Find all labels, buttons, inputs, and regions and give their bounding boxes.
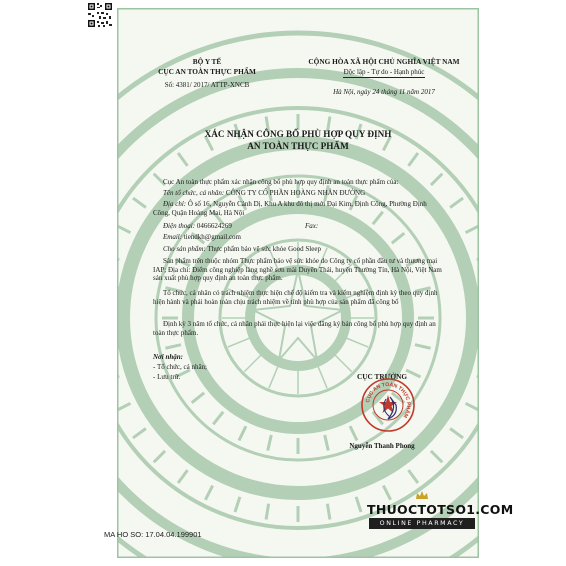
product-value: Thực phẩm bảo vệ sức khỏe Good Sleep: [207, 245, 321, 253]
official-stamp-icon: [360, 377, 416, 433]
intro-text: Cục An toàn thực phẩm xác nhận công bố phù hợp quy định an toàn thực phẩm của:: [163, 178, 399, 186]
product-row: [163, 245, 321, 254]
place-date: Hà Nội, ngày 24 tháng 11 năm 2017: [333, 88, 435, 96]
ministry-name: BỘ Y TẾ: [192, 57, 222, 66]
recipient-item: - Lưu trữ.: [153, 373, 181, 381]
qr-code-icon: [87, 2, 113, 28]
phone-value: 0466624269: [196, 222, 232, 230]
dossier-code: MA HO SO: 17.04.04.199901: [104, 530, 202, 539]
nation-title: CỘNG HÒA XÃ HỘI CHỦ NGHĨA VIỆT NAM: [308, 57, 460, 66]
signer-role: CỤC TRƯỞNG: [356, 372, 408, 381]
certificate-document: [117, 8, 514, 558]
document-number: Số: 4381/ 2017/ ATTP-XNCB: [164, 81, 250, 89]
recipient-item: - Tổ chức, cá nhân;: [153, 363, 208, 371]
motto-underline: [343, 77, 425, 78]
email-row: [163, 233, 241, 242]
org-label: Tên tổ chức, cá nhân:: [163, 189, 225, 197]
address-value: Ô số 16, Nguyễn Cảnh Dị, Khu A khu đô thị mới Đại Kim, Định Công, Phường Định Công, Quận Hoàng Mai, Hà Nội: [153, 200, 427, 217]
address-label: Địa chỉ:: [163, 200, 187, 208]
email-value: tiendkh@gmail.com: [183, 233, 241, 241]
paragraph-renewal: Định kỳ 3 năm tổ chức, cá nhân phải thực hiện lại việc đăng ký bản công bố phù hợp quy định an toàn thực phẩm.: [153, 320, 436, 337]
fax-label: Fax:: [305, 222, 319, 230]
brand-logo: [367, 496, 514, 536]
brand-tagline: ONLINE PHARMACY: [369, 518, 475, 529]
org-row: [163, 189, 365, 198]
department-name: CỤC AN TOÀN THỰC PHẨM: [158, 67, 256, 76]
brand-name: THUOCTOTSO1.COM: [367, 502, 514, 517]
phone-label: Điện thoại:: [163, 222, 196, 230]
phone-row: [163, 222, 232, 231]
recipients-label: Nơi nhận:: [153, 353, 184, 361]
document-title-line2: AN TOÀN THỰC PHẨM: [247, 141, 349, 151]
paragraph-responsibility: Tổ chức, cá nhân có trách nhiệm thực hiện chế độ kiểm tra và kiểm nghiệm định kỳ theo quy định hiện hành và phải hoàn toàn chịu trách nhiệm về tính phù hợp của sản phẩm đã công bố: [153, 289, 438, 306]
paragraph-production: Sản phẩm trên thuộc nhóm Thực phẩm bảo vệ sức khỏe do Công ty cổ phần đầu tư và thương mại IAP; Địa chỉ: Điểm công nghiệp làng nghề sơn mài Duyên Thái, huyện Thường Tín, Hà Nội, Việt Nam sản xuất phù hợp quy định an toàn thực phẩm.: [153, 257, 442, 283]
stamp-ring-text: CỤC AN TOÀN THỰC PHẨM: [365, 381, 412, 419]
product-label: Cho sản phẩm:: [163, 245, 206, 253]
nation-motto: Độc lập - Tự do - Hạnh phúc: [343, 68, 425, 76]
email-label: Email:: [163, 233, 183, 241]
org-value: CÔNG TY CỔ PHẦN HOÀNG NHÂN ĐƯỜNG: [225, 189, 366, 197]
document-title-line1: XÁC NHẬN CÔNG BỐ PHÙ HỢP QUY ĐỊNH: [204, 129, 392, 139]
address-row: [153, 200, 441, 217]
crown-icon: [415, 490, 429, 500]
signer-name: Nguyễn Thanh Phong: [349, 442, 415, 450]
